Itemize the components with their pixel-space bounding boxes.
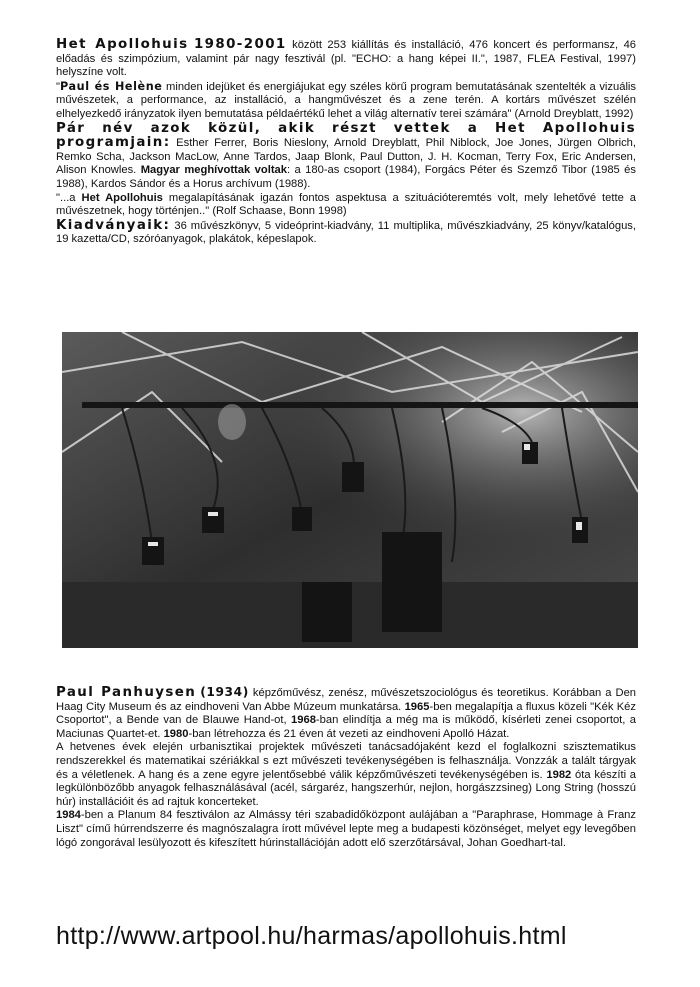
bio-text-2: -ben megalapítja a fluxus közeli "Kék Kéz Csoportot", a Bende van de Blauwe Hand-ot, <box>56 700 636 727</box>
artists-names: Esther Ferrer, Boris Nieslony, Arnold Dreyblatt, Phil Niblock, Joe Jones, Jürgen Olbrich, Remko Scha, Jackson MacLow, Anne Tardos, Jaap Blonk, Paul Dutton, J. H. Kocman, Terry Fox, Eric Andersen, Alison Knowles. <box>56 137 636 177</box>
bio-paragraph <box>56 686 636 741</box>
intro-paragraph <box>56 38 636 80</box>
bio-text-5: A hetvenes évek elején urbanisztikai projektek művészeti tanácsadójaként kezd el foglalkozni szisztematikus rendszerekkel és matematikai szériákkal s ezt művészeti tevékenységében is felhasználja. Vonzzák a talált tárgyak és a véletlenek. A hang és a zene egyre jelentősebbé válik képzőművészeti tevékenységében is. <box>56 741 636 781</box>
installation-photo-graphic <box>62 332 638 648</box>
quote1-name: Paul és Helène <box>59 79 163 93</box>
hungarian-label: Magyar meghívottak voltak <box>140 164 287 177</box>
bio-text-1: képzőművész, zenész, művészetszociológus és teoretikus. Korábban a Den Haag City Museum és az eindhoveni Van Abbe Múzeum munkatársa. <box>56 687 637 713</box>
source-url[interactable]: http://www.artpool.hu/harmas/apollohuis.html <box>56 922 567 950</box>
quote1-paragraph <box>56 80 636 122</box>
publications-label: Kiadványaik: <box>56 217 171 233</box>
bio-year-1968: 1968 <box>291 714 316 727</box>
quote1-open: " <box>56 80 60 93</box>
bio-text-4: -ban létrehozza és 21 éven át vezeti az eindhoveni Apolló Házat. <box>188 727 510 740</box>
quote1-text: minden idejüket és energiájukat egy széles körű program bemutatásának szentelték a vizuális művészetek, a performance, az installáció, a hangművészet és a zene terén. A kortárs művészet szélén elhelyezkedő irányzatok ilyen bemutatása példaértékű lehet a világ alternatív terei számára" (Arnold Dreyblatt, 1992) <box>56 80 637 120</box>
bio-paragraph-2 <box>56 741 636 809</box>
intro-heading: Het Apollohuis <box>56 37 189 52</box>
bio-text-6: óta készíti a legkülönbözőbb anyagok felhasználásával (acél, sárgaréz, hangszerhúr, nejlon, horgászzsineg) Long String (hosszú húr) installációit és ad rajtuk koncerteket. <box>56 768 637 808</box>
quote2-prefix: "...a <box>56 191 76 204</box>
bio-year-1980: 1980 <box>163 727 189 740</box>
bio-paragraph-3 <box>56 809 636 850</box>
bottom-text-block <box>56 686 636 850</box>
bio-year: (1934) <box>200 685 249 699</box>
quote2-text: megalapításának igazán fontos aspektusa a szituációteremtés volt, mely lehetővé tette a művészetnek, hogy történjen.." (Rolf Schaase, Bonn 1998) <box>56 191 637 218</box>
bio-year-1982: 1982 <box>546 768 572 781</box>
hungarian-text: : a 180-as csoport (1984), Forgács Péter és Szemző Tibor (1985 és 1988), Kardos Sándor és a Horus archívum (1988). <box>56 164 636 190</box>
intro-text: között 253 kiállítás és installáció, 476 koncert és performansz, 46 előadás és szimpózium, valamint pár nagy fesztivál (pl. "ECHO: a hang képei II.", 1987, FLEA Festival, 1997) helyszíne volt. <box>56 39 637 79</box>
publications-text: 36 művészkönyv, 5 videóprint-kiadvány, 11 multiplika, művészkiadvány, 25 könyv/katalógus, 19 kazetta/CD, szóróanyagok, plakátok, képeslapok. <box>56 219 636 246</box>
bio-year-1984: 1984 <box>56 809 81 822</box>
intro-years: 1980-2001 <box>193 37 287 52</box>
top-text-block <box>56 38 636 247</box>
artists-heading: Pár név azok közül, akik részt vettek a Het Apollohuis programjain <box>56 120 636 151</box>
quote2-name: Het Apollohuis <box>81 191 163 204</box>
bio-text-3: -ban elindítja a még ma is működő, kísérleti zenei csoportot, a Maciunas Quartet-et. <box>56 714 637 740</box>
bio-name: Paul Panhuysen <box>56 685 197 700</box>
artists-paragraph <box>56 122 636 192</box>
quote2-paragraph <box>56 192 636 219</box>
bio-text-7: -ben a Planum 84 fesztiválon az Almássy téri szabadidőközpont aulájában a "Paraphrase, Hommage à Franz Liszt" című húrrendszerre és magnószalagra írott művével lepte meg a budapesti közönséget, melyet egy levegőben lógó zongorával lesülyozott és kifeszített húrinstallációján adott elő szerzőtársával, Johan Goedhart-tal. <box>56 809 636 849</box>
publications-paragraph <box>56 219 636 247</box>
installation-photo <box>62 332 638 648</box>
artists-colon: : <box>163 135 171 151</box>
bio-year-1965: 1965 <box>404 700 430 713</box>
